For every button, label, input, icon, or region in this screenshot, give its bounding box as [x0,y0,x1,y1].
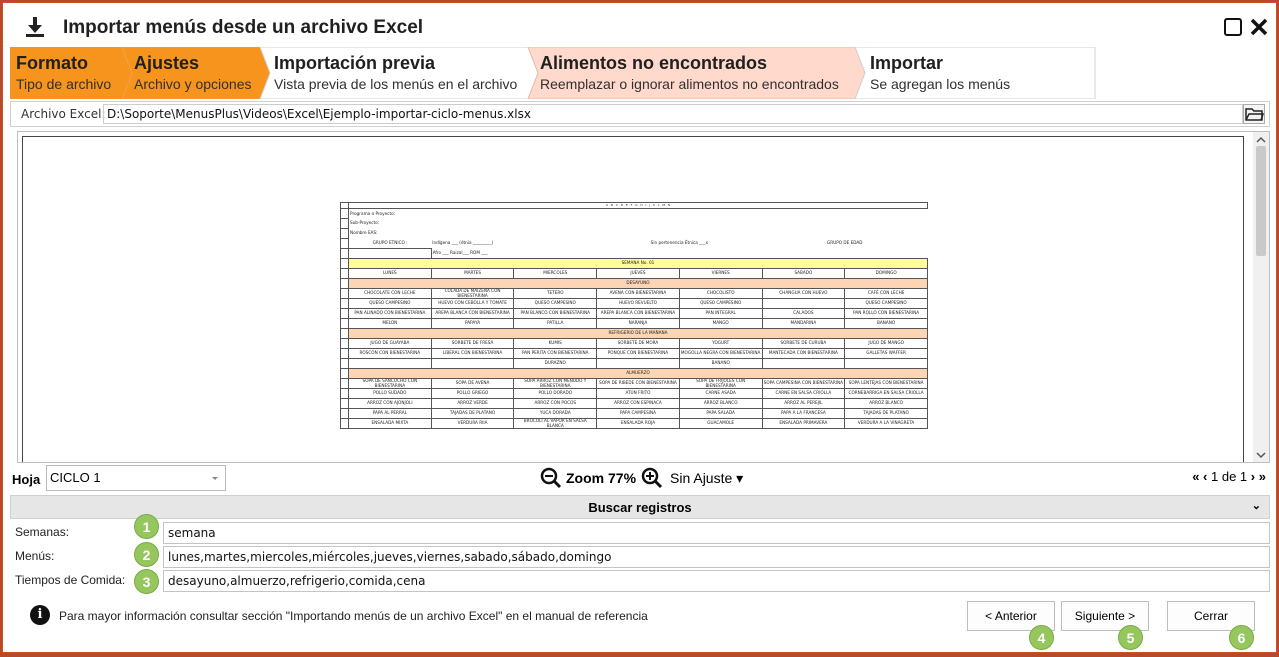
scroll-up-icon[interactable] [1253,133,1269,147]
sheet-cell: CARNE EN SALSA CRIOLLA [762,389,845,399]
pager [1192,469,1266,484]
zoom-in-icon[interactable] [641,467,663,489]
sheet-cell: ARROZ AL PEREJIL [762,399,845,409]
scroll-thumb[interactable] [1256,146,1266,256]
sheet-cell: POLLO DORADO [514,389,597,399]
sheet-row [341,409,928,419]
prev-page-icon[interactable]: ‹ [1203,469,1208,484]
callout-badge: 6 [1229,625,1254,650]
field-row-semanas [10,522,1270,546]
file-label: Archivo Excel: [21,107,106,121]
sheet-cell: JUGO DE MANGO [845,339,928,349]
sheet-page [340,202,928,463]
sheet-cell: SOPA CAMPESINA CON BIENESTARINA [762,379,845,389]
field-row-tiempos [10,570,1270,594]
menus-input[interactable]: lunes,martes,miercoles,miércoles,jueves,viernes,sabado,sábado,domingo [163,546,1270,568]
sheet-cell: BANANO [845,319,928,329]
collapse-icon[interactable]: ⌄ [1251,500,1261,512]
sheet-cell: SOPA DE RIBEDE CON BIENESTARINA [597,379,680,389]
sheet-cell: QUESO CAMPESINO [679,299,762,309]
meal-section-header: REFRIGERIO DE LA MAÑANA [349,329,928,339]
sheet-line: Nombre EAS: [350,230,378,236]
callout-badge: 2 [134,542,159,567]
sheet-line: Sin pertenencia Étnica ___x [650,240,708,246]
sheet-cell: CHANGUA CON HUEVO [762,289,845,299]
sheet-cell: GUACAMOLE [679,419,762,429]
meal-section-header: ALMUERZO [349,369,928,379]
sheet-cell: PAPA SALADA [679,409,762,419]
preview-scrollbar[interactable] [1253,132,1269,462]
title-bar [3,3,1276,47]
chevron-down-icon [211,476,219,482]
sheet-cell: TETERO [514,289,597,299]
sheet-cell: ROSCÓN CON BIENESTARINA [349,349,432,359]
wizard-step-formato[interactable] [10,47,111,99]
callout-badge: 1 [134,514,159,539]
wizard-step-ajustes[interactable] [128,47,252,99]
day-header: VIERNES [679,269,762,279]
next-page-icon[interactable]: › [1250,469,1256,484]
search-section-header[interactable] [10,495,1270,519]
file-row [10,101,1270,127]
close-button[interactable]: Cerrar [1167,601,1255,631]
sheet-cell: PAPA AL PERRAL [349,409,432,419]
step-subtitle: Archivo y opciones [134,76,252,92]
step-subtitle: Reemplazar o ignorar alimentos no encontrados [540,76,839,92]
sheet-cell: POLLO SUDADO [349,389,432,399]
sheet-cell: MANTECADA CON BIENESTARINA [762,349,845,359]
sheet-cell: CHOCOLATE CON LECHE [349,289,432,299]
sheet-cell: AREPA BLANCA CON BIENESTARINA [597,309,680,319]
hoja-label: Hoja [12,472,41,487]
sheet-row [341,359,928,369]
sheet-cell: CHOCOLISTO [679,289,762,299]
browse-button[interactable] [1243,104,1265,124]
wizard-step-alimentos[interactable] [534,47,839,99]
hoja-value: CICLO 1 [50,470,101,485]
sheet-row [341,309,928,319]
sheet-cell: AVENA CON BIENESTARINA [597,289,680,299]
sheet-cell: SOPA DE SANCOCHO CON BIENESTARINA [349,379,432,389]
sheet-cell: POLLO GRIEGO [431,389,514,399]
sheet-row [341,289,928,299]
sheet-cell: PAN BLANCO CON BIENESTARINA [514,309,597,319]
sheet-cell: QUESO CAMPESINO [349,299,432,309]
field-row-menus [10,546,1270,570]
sheet-cell: ARROZ BLANCO [679,399,762,409]
sheet-cell: TAJADAS DE PLATANO [845,409,928,419]
sheet-cell: ARROZ BLANCO [845,399,928,409]
day-header: MARTES [431,269,514,279]
sheet-cell: ARROZ VERDE [431,399,514,409]
sheet-cell: JUGO DE GUAYABA [349,339,432,349]
sheet-cell: SOPA ARROZ CON MENUDO Y BIENESTARINA [514,379,597,389]
step-subtitle: Vista previa de los menús en el archivo [274,76,518,92]
tiempos-input[interactable]: desayuno,almuerzo,refrigerio,comida,cena [163,570,1270,592]
excel-preview[interactable] [17,131,1270,463]
sheet-cell: SOPA DE FRIJOLES CON BIENESTARINA [679,379,762,389]
step-title: Formato [16,53,88,73]
previous-button[interactable]: < Anterior [967,601,1055,631]
search-title: Buscar registros [588,500,692,515]
sheet-cell: MANGO [679,319,762,329]
sheet-cell: QUESO CAMPESINO [845,299,928,309]
sheet-cell: PAN PERITA CON BIENESTARINA [514,349,597,359]
wizard-step-importar[interactable] [864,47,1010,99]
folder-icon [1244,105,1264,123]
sheet-row [341,379,928,389]
sheet-cell: SORBETE DE FRESA [431,339,514,349]
step-title: Importación previa [274,53,436,73]
sheet-cell [762,299,845,309]
page-indicator: 1 de 1 [1211,469,1248,484]
sheet-cell: BROCOLI AL VAPOR EN SALSA BLANCA [514,419,597,429]
sheet-row [341,339,928,349]
close-icon[interactable] [1249,17,1269,37]
sheet-cell: GALLETAS WAFFER [845,349,928,359]
sheet-row [341,299,928,309]
sheet-cell: PAPA A LA FRANCESA [762,409,845,419]
sheet-cell: TAJADAS DE PLATANO [431,409,514,419]
sheet-cell: PAN INTEGRAL [679,309,762,319]
info-text: Para mayor información consultar sección "Importando menús de un archivo Excel" en el manual de referencia [59,609,648,623]
day-header: SABADO [762,269,845,279]
sheet-cell: CORNEBARRIGA EN SALSA CRIOLLA [845,389,928,399]
field-label: Tiempos de Comida: [15,573,126,587]
sheet-cell: LIBERAL CON BIENESTARINA [431,349,514,359]
sheet-cell: SORBETE DE MORA [597,339,680,349]
sheet-cell: PATILLA [514,319,597,329]
info-icon: i [30,605,50,625]
download-icon [23,15,47,39]
sheet-cell: MOGOLLA NEGRA CON BIENESTARINA [679,349,762,359]
sheet-cell: CALADOS [762,309,845,319]
step-title: Ajustes [134,53,200,73]
sheet-line: Afro ___ Raizal___ ROM ___ [432,250,488,256]
callout-badge: 3 [134,569,159,594]
sheet-cell: BANANO [679,359,762,369]
semanas-input[interactable]: semana [163,522,1270,544]
sheet-line: GRUPO DE EDAD [827,240,863,246]
sheet-cell: ENSALADA ROJA [597,419,680,429]
sheet-cell: VERDURA A LA VINAGRETA [845,419,928,429]
sheet-cell: HUEVO REVUELTO [597,299,680,309]
sheet-cell: ARROZ CON POCOS [514,399,597,409]
callout-badge: 5 [1118,625,1143,650]
sheet-cell: PONQUE CON BIENESTARINA [597,349,680,359]
sheet-cell [845,359,928,369]
sheet-cell: PAPA CAMPESINA [597,409,680,419]
sheet-cell: PAPAYA [431,319,514,329]
sheet-line: Sub-Proyecto: [350,220,380,226]
sheet-table: A · B · C · D · E · F · G · H · I · J · K · L · M · N Programa o Proyecto: Sub-Proyecto: Nombre EAS: GRUPO ETNICO : Indígena ___ (étnia _________) Sin pertenencia Étnica ___x GRUPO DE EDAD Afro ___ Raizal___ ROM ___ SEMANA No. 01 LUNES MARTES MIERCOLES JUEVES VIERNES SABADO DOMINGO DESAYUNO CHOCOLATE CON LECHE COLADA DE MAIZENA CON BIENESTARINA TETERO AVENA CON BIENESTARINA CHOCOLISTO CHANGUA CON HUEVO CAFÉ CON LECHE QUESO CAMPESINO HUEVO CON CEBOLLA Y TOMATE QUESO CAMPESINO HUEVO REVUELTO QUESO CAMPESINO QUESO CAMPESINO PAN ALINADO CON BIENESTARINA AREPA BLANCA CON BIENESTARINA PAN BLANCO CON BIENESTARINA AREPA BLANCA CON BIENESTARINA PAN INTEGRAL CALADOS PAN ROLLO CON BIENESTARINA MELON PAPAYA PATILLA NARANJA MANGO MANDARINA BANANO REFRIGERIO DE LA MAÑANA JUGO DE GUAYABA SORBETE DE FRESA KUMIS SORBETE DE MORA YOGURT SORBETE DE CURUBA JUGO DE MANGO ROSCÓN CON BIENESTARINA LIBERAL CON BIENESTARINA PAN PERITA CON BIENESTARINA PONQUE CON BIENESTARINA MOGOLLA NEGRA CON BIENESTARINA MANTECADA CON BIENESTARINA GALLETAS WAFFER DURAZNO BANANO ALMUERZO SOPA DE SANCOCHO CON BIENESTARINA SOPA DE AVENA SOPA ARROZ CON MENUDO Y BIENESTARINA SOPA DE RIBEDE CON BIENESTARINA SOPA DE FRIJOLES CON BIENESTARINA SOPA CAMPESINA CON BIENESTARINA SOPA LENTEJAS CON BIENESTARINA POLLO SUDADO POLLO GRIEGO POLLO DORADO ATÚN FRITO CARNE ASADA CARNE EN SALSA CRIOLLA CORNEBARRIGA EN SALSA CRIOLLA ARROZ CON AJONJOLI ARROZ VERDE ARROZ CON POCOS ARROZ CON ESPINACA ARROZ BLANCO ARROZ AL PEREJIL ARROZ BLANCO PAPA AL PERRAL TAJADAS DE PLATANO YUCA DORADA PAPA CAMPESINA PAPA SALADA PAPA A LA FRANCESA TAJADAS DE PLATANO ENSALADA MIXTA VERDURA RIIA BROCOLI AL VAPOR EN SALSA BLANCA ENSALADA ROJA GUACAMOLE ENSALADA PRIMAVERA VERDURA A LA VINAGRETA [340,202,928,429]
step-title: Alimentos no encontrados [540,53,768,73]
sheet-cell: NARANJA [597,319,680,329]
wizard-step-importacion-previa[interactable] [268,47,517,99]
sheet-cell: ENSALADA MIXTA [349,419,432,429]
sheet-cell: CARNE ASADA [679,389,762,399]
field-label: Menús: [15,549,55,563]
sheet-cell [597,359,680,369]
field-label: Semanas: [15,525,70,539]
sheet-cell: VERDURA RIIA [431,419,514,429]
day-header: LUNES [349,269,432,279]
sheet-cell: CAFÉ CON LECHE [845,289,928,299]
file-path-input[interactable]: D:\Soporte\MenusPlus\Videos\Excel\Ejemplo-importar-ciclo-menus.xlsx [103,104,1243,124]
sheet-cell: SOPA DE AVENA [431,379,514,389]
sheet-cell: HUEVO CON CEBOLLA Y TOMATE [431,299,514,309]
sheet-cell: MELON [349,319,432,329]
zoom-out-icon[interactable] [540,467,562,489]
preview-controls [10,465,1270,491]
maximize-icon[interactable] [1223,17,1243,37]
sheet-body [341,279,928,429]
sheet-cell: ARROZ CON ESPINACA [597,399,680,409]
fit-dropdown[interactable]: Sin Ajuste ▾ [670,470,744,486]
step-subtitle: Tipo de archivo [16,76,112,92]
sheet-cell [349,359,432,369]
next-button[interactable]: Siguiente > [1061,601,1149,631]
day-header: JUEVES [597,269,680,279]
fit-label: Sin Ajuste [670,470,733,486]
last-page-icon[interactable]: » [1258,469,1266,484]
sheet-cell: PAN ROLLO CON BIENESTARINA [845,309,928,319]
step-title: Importar [870,53,944,73]
callout-badge: 4 [1029,625,1054,650]
sheet-week: SEMANA No. 01 [349,259,928,269]
scroll-down-icon[interactable] [1253,448,1269,462]
zoom-label: Zoom 77% [566,470,637,486]
sheet-row [341,349,928,359]
sheet-row [341,419,928,429]
sheet-cell: MANDARINA [762,319,845,329]
step-subtitle: Se agregan los menús [870,76,1011,92]
sheet-cell: COLADA DE MAIZENA CON BIENESTARINA [431,289,514,299]
day-header: DOMINGO [845,269,928,279]
sheet-cell: PAN ALINADO CON BIENESTARINA [349,309,432,319]
sheet-cell: ATÚN FRITO [597,389,680,399]
wizard-steps [10,47,1095,99]
sheet-cell: ARROZ CON AJONJOLI [349,399,432,409]
sheet-line: GRUPO ETNICO : [372,240,408,246]
hoja-select[interactable] [46,465,226,491]
sheet-cell: SORBETE DE CURUBA [762,339,845,349]
sheet-row [341,319,928,329]
sheet-cell: DURAZNO [514,359,597,369]
sheet-cell: AREPA BLANCA CON BIENESTARINA [431,309,514,319]
sheet-cell: ENSALADA PRIMAVERA [762,419,845,429]
window-title: Importar menús desde un archivo Excel [63,17,424,38]
meal-section-header: DESAYUNO [349,279,928,289]
import-dialog [2,2,1277,653]
sheet-cell: SOPA LENTEJAS CON BIENESTARINA [845,379,928,389]
sheet-cell: QUESO CAMPESINO [514,299,597,309]
sheet-cell: KUMIS [514,339,597,349]
sheet-cell: YOGURT [679,339,762,349]
sheet-row [341,399,928,409]
day-header: MIERCOLES [514,269,597,279]
sheet-line: Indígena ___ (étnia _________) [432,240,494,246]
sheet-cell [762,359,845,369]
sheet-line: Programa o Proyecto: [350,210,396,216]
sheet-cell [431,359,514,369]
sheet-cell: YUCA DORADA [514,409,597,419]
first-page-icon[interactable]: « [1192,469,1200,484]
sheet-row [341,389,928,399]
